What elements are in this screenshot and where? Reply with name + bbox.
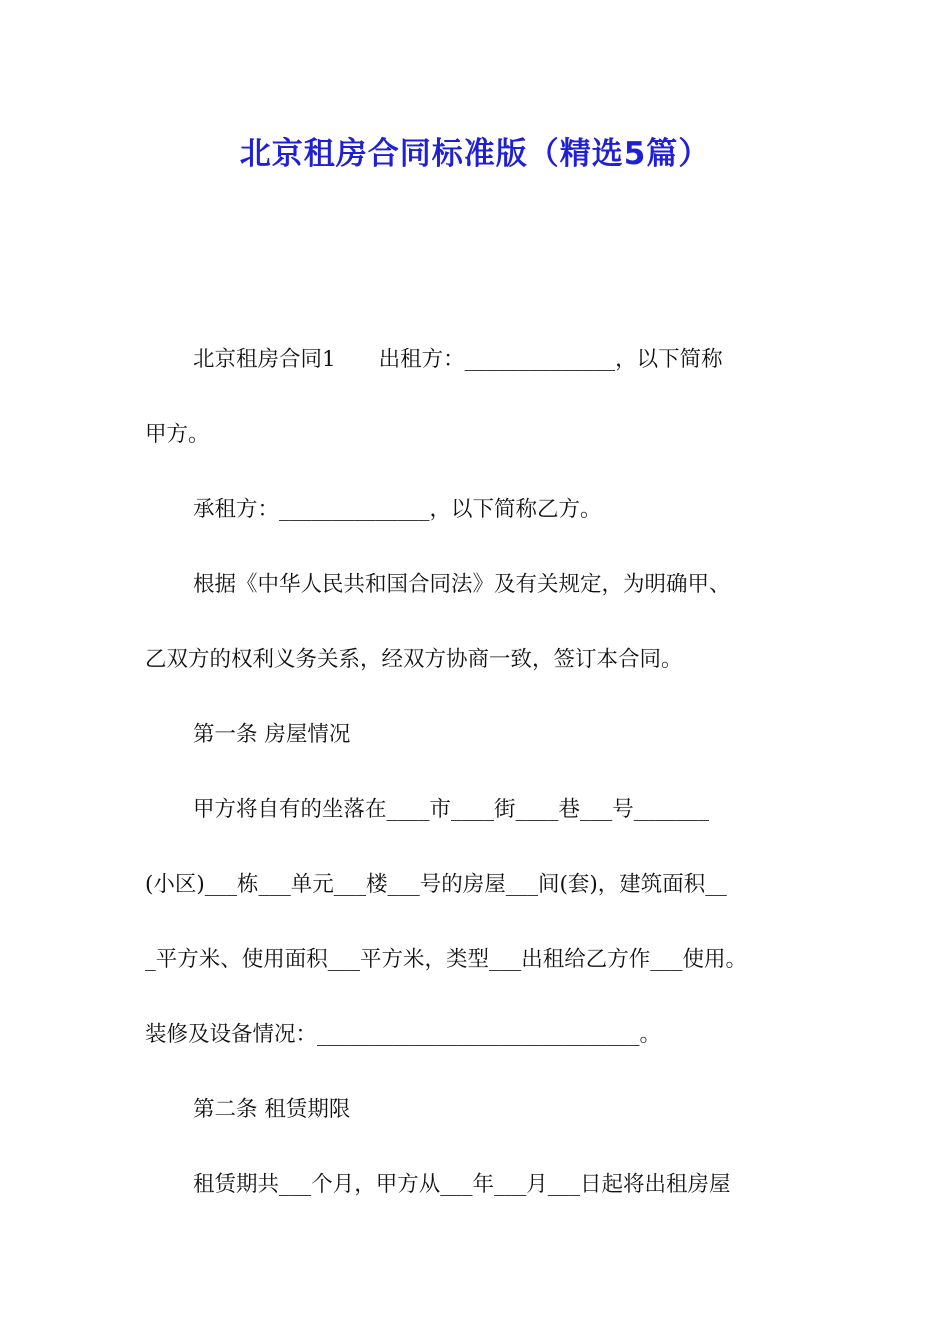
- paragraph-line: 根据《中华人民共和国合同法》及有关规定，为明确甲、: [193, 572, 731, 597]
- article-heading: 第二条 租赁期限: [193, 1097, 351, 1122]
- paragraph-line: 承租方：______________，以下简称乙方。: [193, 497, 602, 522]
- article-heading: 第一条 房屋情况: [193, 722, 351, 747]
- paragraph-line: 乙双方的权利义务关系，经双方协商一致，签订本合同。: [145, 647, 683, 672]
- paragraph-line: _平方米、使用面积___平方米，类型___出租给乙方作___使用。: [145, 947, 748, 972]
- paragraph-line: 装修及设备情况：______________________________。: [145, 1022, 662, 1047]
- paragraph-line: 甲方。: [145, 422, 210, 447]
- paragraph-line: (小区)___栋___单元___楼___号的房屋___间(套)，建筑面积__: [145, 872, 727, 897]
- paragraph-line: 租赁期共___个月，甲方从___年___月___日起将出租房屋: [193, 1172, 731, 1197]
- paragraph-line: 北京租房合同1 出租方：______________，以下简称: [193, 347, 723, 372]
- document-title: 北京租房合同标准版（精选5篇）: [239, 136, 711, 172]
- document-body: [145, 332, 825, 1232]
- paragraph-line: 甲方将自有的坐落在____市____街____巷___号_______: [193, 797, 710, 822]
